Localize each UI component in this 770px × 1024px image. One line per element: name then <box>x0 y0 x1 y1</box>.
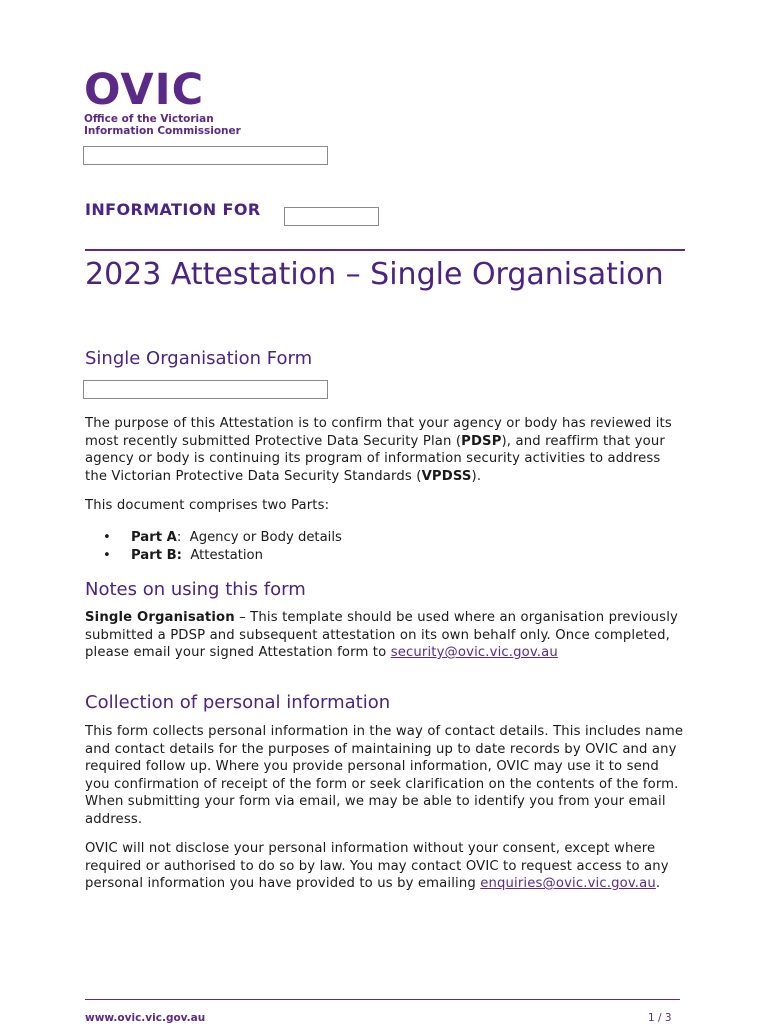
collection-heading: Collection of personal information <box>85 692 391 713</box>
logo-line-2: Information Commissioner <box>84 125 241 137</box>
collection-end: . <box>655 876 661 891</box>
list-item-part-b <box>103 547 342 565</box>
organisation-name-field[interactable] <box>83 146 328 165</box>
list-item-part-a <box>103 529 342 547</box>
footer-divider <box>85 999 680 1000</box>
notes-paragraph <box>85 609 685 662</box>
information-for-label: INFORMATION FOR <box>85 200 261 219</box>
purpose-text-3: ). <box>471 468 482 484</box>
parts-intro: This document comprises two Parts: <box>85 498 330 513</box>
collection-paragraph-2 <box>85 840 685 893</box>
purpose-text-1: The purpose of this Attestation is to confirm that your agency or body has reviewed its most recently submitted Protective Data Security Plan ( <box>85 416 672 449</box>
part-b-text: Attestation <box>190 547 263 563</box>
pdsp-acronym: PDSP <box>461 433 502 449</box>
form-subtitle: Single Organisation Form <box>85 348 313 369</box>
page-number: 1 / 3 <box>648 1012 672 1024</box>
notes-text: – This template should be used where an organisation previously submitted a PDSP and subsequent attestation on its own behalf only. Once completed, please email your signed Attestation form to <box>85 610 678 660</box>
part-a-sep: : <box>176 530 182 545</box>
purpose-text-2: ), and reaffirm that your agency or body is continuing its program of information security activities to address the Victorian Protective Data Security Standards ( <box>85 433 665 484</box>
part-a-label: Part A <box>131 530 177 545</box>
form-reference-field[interactable] <box>83 380 328 399</box>
header-divider <box>85 249 685 251</box>
part-a-text: Agency or Body details <box>189 530 342 545</box>
ovic-logo: OVIC <box>84 65 205 115</box>
information-for-field[interactable] <box>284 207 379 226</box>
security-email-link[interactable]: security@ovic.vic.gov.au <box>390 645 558 660</box>
logo-line-1: Office of the Victorian <box>84 113 214 125</box>
page-title: 2023 Attestation – Single Organisation <box>85 257 664 292</box>
part-b-label: Part B: <box>131 547 182 563</box>
footer-website-link[interactable]: www.ovic.vic.gov.au <box>85 1012 206 1024</box>
enquiries-email-link[interactable]: enquiries@ovic.vic.gov.au <box>480 876 656 891</box>
logo-subtitle <box>84 113 241 137</box>
collection-text-2: OVIC will not disclose your personal information without your consent, except where required or authorised to do so by law. You may contact OVIC to request access to any personal information you have provided to us by emailing <box>85 841 669 891</box>
parts-list <box>103 529 342 564</box>
notes-heading: Notes on using this form <box>85 579 306 600</box>
purpose-paragraph <box>85 415 685 485</box>
vpdss-acronym: VPDSS <box>421 468 472 484</box>
collection-paragraph-1: This form collects personal information in the way of contact details. This includes name and contact details for the purposes of maintaining up to date records by OVIC and any required follow up. Where you provide personal information, OVIC may use it to send you confirmation of receipt of the form or seek clarification on the contents of the form. When submitting your form via email, we may be able to identify you from your email address. <box>85 724 684 827</box>
notes-bold: Single Organisation <box>85 610 235 625</box>
